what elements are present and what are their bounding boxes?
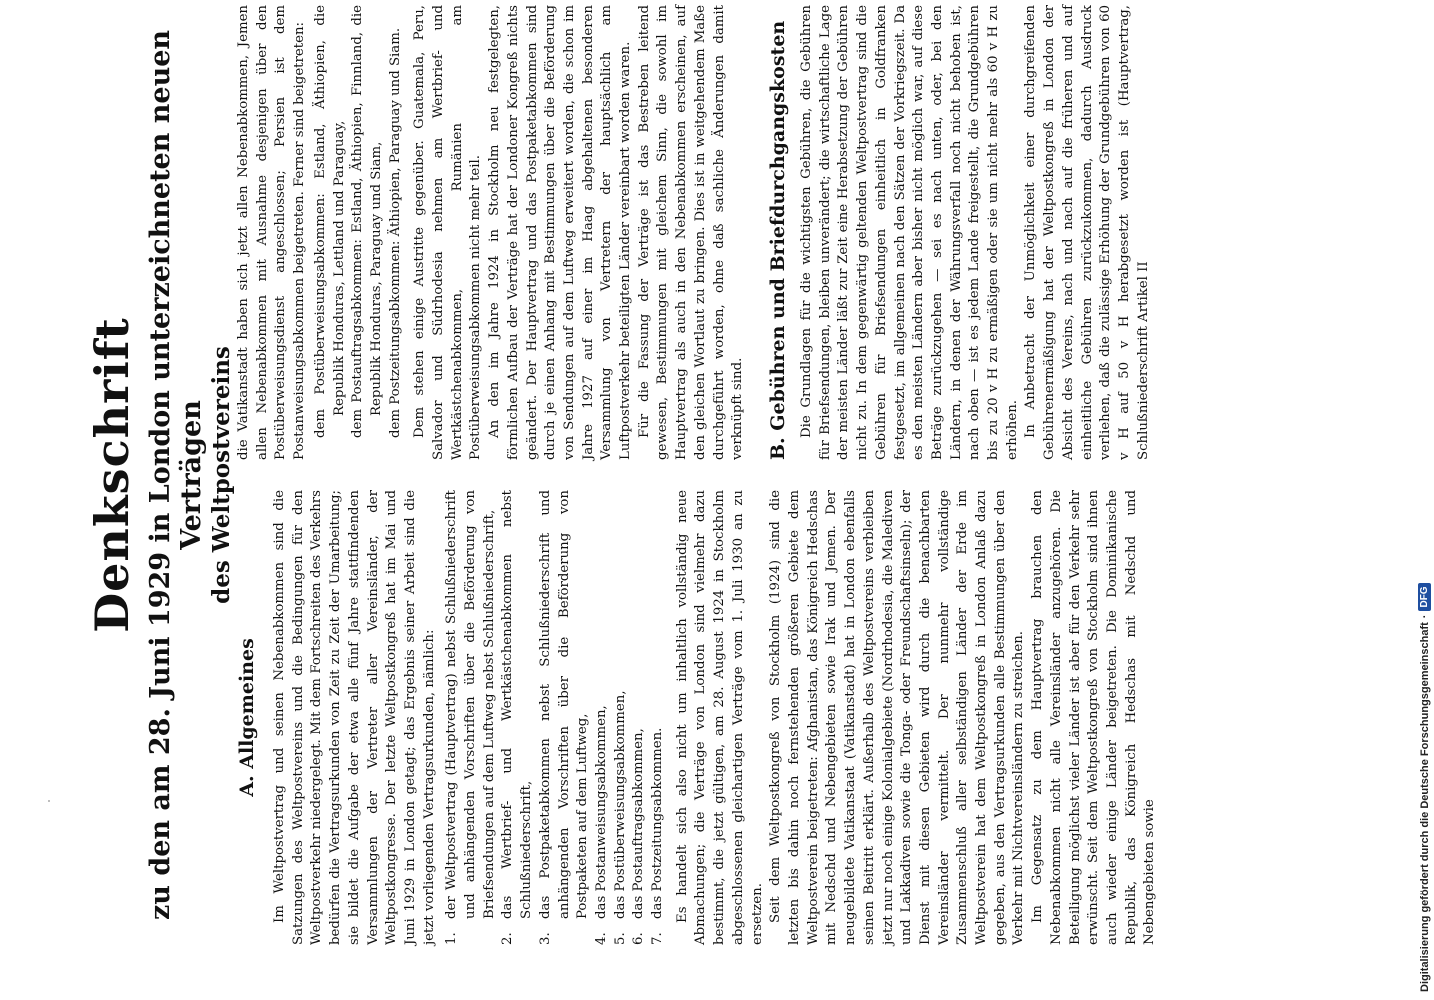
body-paragraph: Dem stehen einige Austritte gegenüber. Guatemala, Peru, Salvador und Südrhodesia nehmen am Wertbrief- und Wertkästchenabkommen, Rumänien am Postüberweisungsabkommen nicht mehr teil. (412, 5, 484, 460)
list-item-number: 1. (444, 932, 460, 945)
document-subtitle: zu den am 28. Juni 1929 in London unterzeichneten neuen Verträgen (145, 29, 208, 921)
credit-text: Digitalisierung gefördert durch die Deutsche Forschungsgemeinschaft (1418, 622, 1431, 992)
list-item (499, 490, 536, 945)
body-paragraph: die Vatikanstadt haben sich jetzt allen Nebenabkommen, Jemen allen Nebenabkommen mit Ausnahme desjenigen über den Postüberweisungsdienst angeschlossen; Persien ist dem Postanweisungsabkommen beigetreten. Ferner sind beigetreten: (236, 5, 308, 460)
dfg-logo: DFG (1418, 583, 1431, 610)
list-item (443, 490, 499, 945)
digitization-credit: Digitalisierung gefördert durch die Deutsche Forschungsgemeinschaft · DFG (1418, 583, 1431, 992)
left-column (235, 490, 1160, 945)
body-paragraph: Für die Fassung der Verträge ist das Bestreben leitend gewesen, Bestimmungen mit gleichem Sinn, die sowohl im Hauptvertrag als auch in den Nebenabkommen erscheinen, auf den gleichen Wortlaut zu bringen. Dies ist in weitgehendem Maße durchgeführt worden, ohne daß sachliche Änderungen damit verknüpft sind. (636, 5, 746, 460)
section-heading-a: A. Allgemeines (236, 638, 258, 797)
body-paragraph: Es handelt sich also nicht um inhaltlich vollständig neue Abmachungen; die Verträge von London sind vielmehr dazu bestimmt, die jetzt gültigen, am 28. August 1924 in Stockholm abgeschlossenen gleichartigen Verträge vom 1. Juli 1930 an zu ersetzen. (674, 490, 765, 945)
body-paragraph: Im Gegensatz zu dem Hauptvertrag brauchen den Nebenabkommen nicht alle Vereinsländer anzugehören. Die Beteiligung möglichst vieler Länder ist aber für den Verkehr sehr erwünscht. Seit dem Weltpostkongreß von Stockholm sind ihnen auch wieder einige Länder beigetreten. Die Dominikanische Republik, das Königreich Hedschas mit Nedschd und Nebengebieten sowie (1030, 490, 1158, 945)
right-column (235, 5, 1153, 460)
list-item: dem Postüberweisungsabkommen: Estland, Äthiopien, die Republik Honduras, Lettland und Paraguay, (312, 5, 347, 438)
list-item-number: 6. (631, 932, 647, 945)
list-item-number: 4. (593, 932, 609, 945)
list-item: dem Postauftragsabkommen: Estland, Äthiopien, Finnland, die Republik Honduras, Paraguay und Siam, (350, 5, 384, 438)
list-item-text: das Postpaketabkommen nebst Schlußniederschrift und anhängenden Vorschriften über die Beförderung von Postpaketen auf dem Luftweg, (537, 490, 591, 919)
intro-paragraph: Im Weltpostvertrag und seinen Nebenabkommen sind die Satzungen des Weltpostvereins und die Bedingungen für den Weltpostverkehr niedergelegt. Mit dem Fortschreiten des Verkehrs bedürfen die Vertragsurkunden von Zeit zu Zeit der Umarbeitung; sie bildet die Aufgabe der etwa alle fünf Jahre stattfindenden Versammlungen der Vertreter aller Vereinsländer, der Weltpostkongresse. Der letzte Weltpostkongreß hat im Mai und Juni 1929 in London getagt; das Ergebnis seiner Arbeit sind die jetzt vorliegenden Vertragsurkunden, nämlich: (272, 490, 437, 945)
list-item-text: das Wertbrief- und Wertkästchenabkommen nebst Schlußniederschrift, (500, 490, 535, 919)
list-item-number: 3. (537, 932, 553, 945)
list-item: dem Postzeitungsabkommen: Äthiopien, Paraguay und Siam. (387, 27, 403, 438)
document-subtitle-line2: des Weltpostvereins (208, 346, 236, 604)
list-item (593, 490, 612, 945)
scan-speck (48, 800, 50, 802)
list-item-text: der Weltpostvertrag (Hauptvertrag) nebst Schlußniederschrift und anhängenden Vorschriften über die Beförderung von Briefsendungen auf dem Luftweg nebst Schlußniederschrift, (444, 490, 497, 919)
list-item-text: das Postanweisungsabkommen, (593, 705, 609, 919)
list-item (649, 490, 668, 945)
treaty-list (443, 490, 667, 945)
accession-list (312, 5, 406, 460)
list-item-text: das Postauftragsabkommen, (631, 728, 647, 919)
body-paragraph: An den im Jahre 1924 in Stockholm neu festgelegten, förmlichen Aufbau der Verträge hat der Londoner Kongreß nichts geändert. Der Hauptvertrag und das Postpaketabkommen sind durch je einen Anhang mit Bestimmungen über die Beförderung von Sendungen auf dem Luftweg erweitert worden, die schon im Jahre 1927 auf einer im Haag abgehaltenen besonderen Versammlung von Vertretern der hauptsächlich am Luftpostverkehr beteiligten Länder vereinbart worden waren. (487, 5, 634, 460)
list-item-text: das Postzeitungsabkommen. (650, 727, 666, 919)
list-item (537, 490, 593, 945)
list-item (630, 490, 649, 945)
list-item-number: 2. (500, 932, 516, 945)
section-heading-b: B. Gebühren und Briefdurchgangskosten (766, 20, 789, 460)
list-item-text: das Postüberweisungsabkommen, (612, 690, 628, 919)
list-item-number: 5. (612, 932, 628, 945)
body-paragraph: Die Grundlagen für die wichtigsten Gebühren, die Gebühren für Briefsendungen, bleiben unverändert; die wirtschaftliche Lage der meisten Länder läßt zur Zeit eine Herabsetzung der Gebühren nicht zu. In dem gegenwärtig geltenden Weltpostvertrag sind die Gebühren für Briefsendungen einheitlich in Goldfranken festgesetzt, im allgemeinen nach den Sätzen der Vorkriegszeit. Da es den meisten Ländern aber bisher nicht möglich war, auf diese Beträge zurückzugehen — sei es nach unten, oder, bei den Ländern, in denen der Währungsverfall noch nicht behoben ist, nach oben — ist es jedem Lande freigestellt, die Grundgebühren bis zu 20 v H zu ermäßigen oder sie um nicht mehr als 60 v H zu erhöhen. (798, 5, 1020, 460)
text-columns (235, 5, 1315, 945)
body-paragraph: In Anbetracht der Unmöglichkeit einer durchgreifenden Gebührenermäßigung hat der Weltpostkongreß in London der Absicht des Vereins, nach und nach auf die früheren und auf einheitliche Gebühren zurückzukommen, dadurch Ausdruck verliehen, daß die zulässige Erhöhung der Grundgebühren von 60 v H auf 50 v H herabgesetzt worden ist (Hauptvertrag, Schlußniederschrift Artikel II (1023, 5, 1151, 460)
rotated-document-page (85, 5, 1315, 945)
body-paragraph: Seit dem Weltpostkongreß von Stockholm (1924) sind die letzten bis dahin noch fernstehenden größeren Gebiete dem Weltpostverein beigetreten: Afghanistan, das Königreich Hedschas mit Nedschd und Nebengebieten sowie Irak und Jemen. Der neugebildete Vatikanstaat (Vatikanstadt) hat in London ebenfalls seinen Beitritt erklärt. Außerhalb des Weltpostvereins verbleiben jetzt nur noch einige Kolonialgebiete (Nordrhodesia, die Malediven und Lakkadiven sowie die Tonga- oder Freundschaftsinseln); der Dienst mit diesen Gebieten wird durch die benachbarten Vereinsländer vermittelt. Der nunmehr vollständige Zusammenschluß aller selbständigen Länder der Erde im Weltpostverein hat dem Weltpostkongreß in London Anlaß dazu gegeben, aus den Vertragsurkunden alle Bestimmungen über den Verkehr mit Nichtvereinsländern zu streichen. (768, 490, 1027, 945)
list-item-number: 7. (650, 932, 666, 945)
list-item (612, 490, 631, 945)
document-title: Denkschrift (85, 317, 139, 633)
